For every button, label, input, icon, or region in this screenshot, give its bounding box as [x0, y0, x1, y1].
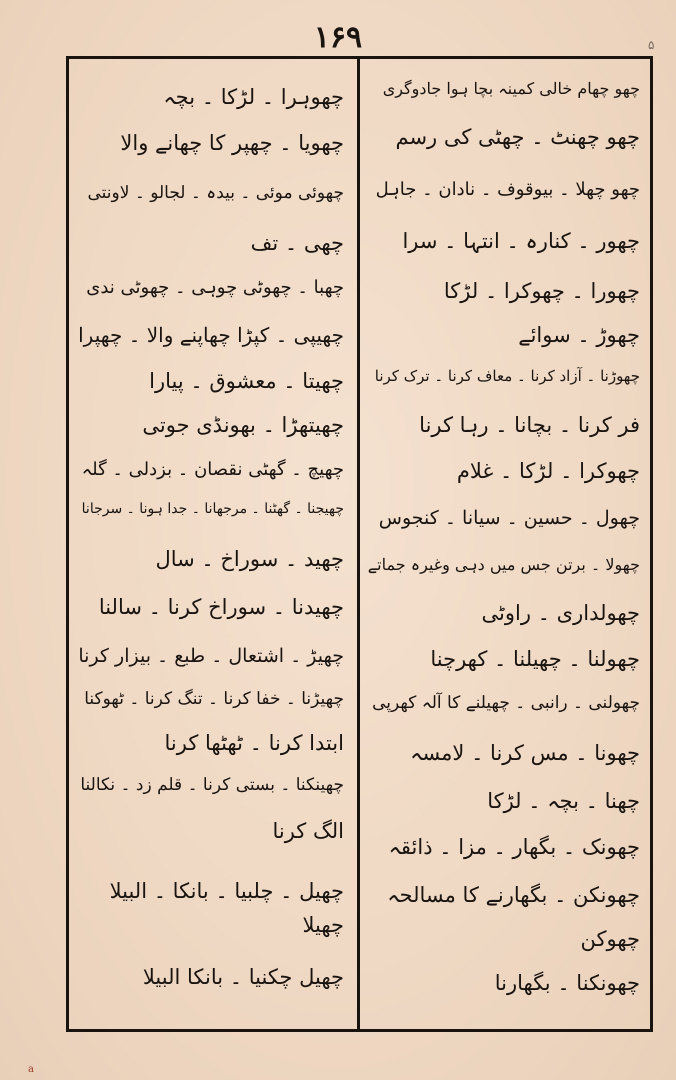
dictionary-entry: چھونکنا ۔ بگھارنا [494, 971, 640, 995]
page-number: ۱۶۹ [313, 20, 363, 55]
bottom-mark: a [28, 1064, 34, 1075]
dictionary-entry: چھویا ۔ چھپر کا چھانے والا [120, 131, 344, 155]
dictionary-entry: چھونا ۔ مس کرنا ۔ لامسہ [410, 741, 640, 765]
dictionary-entry: چھیجنا ۔ گھٹنا ۔ مرجھانا ۔ جدا ہونا ۔ سرجانا [81, 501, 344, 517]
column-divider [357, 58, 360, 1030]
dictionary-entry: چھیتا ۔ معشوق ۔ پیارا [149, 369, 344, 393]
dictionary-entry: چھینکنا ۔ بستی کرنا ۔ قلم زد ۔ نکالنا [80, 775, 344, 795]
dictionary-entry: چھید ۔ سوراخ ۔ سال [155, 547, 344, 571]
dictionary-entry: چھولنی ۔ رانبی ۔ چھیلنے کا آلہ کھرپی [372, 693, 640, 713]
dictionary-entry: چھیڑنا ۔ خفا کرنا ۔ تنگ کرنا ۔ ٹھوکنا [84, 689, 344, 709]
dictionary-entry: چھیتھڑا ۔ بھونڈی جوتی [142, 413, 344, 437]
dictionary-entry: چھور ۔ کنارہ ۔ انتہا ۔ سرا [402, 229, 640, 253]
dictionary-entry: چھیدنا ۔ سوراخ کرنا ۔ سالنا [98, 595, 344, 619]
dictionary-entry: چھوہرا ۔ لڑکا ۔ بچہ [163, 85, 344, 109]
dictionary-entry: چھیل ۔ چلبیا ۔ بانکا ۔ البیلا [109, 879, 344, 903]
dictionary-entry: چھیپی ۔ کپڑا چھاپنے والا ۔ چھپرا [78, 323, 344, 347]
dictionary-entry: چھیڑ ۔ اشتعال ۔ طبع ۔ بیزار کرنا [78, 645, 344, 667]
dictionary-entry: چھوڑ ۔ سوائے [518, 323, 640, 347]
dictionary-entry: الگ کرنا [272, 819, 344, 843]
dictionary-entry: چھول ۔ حسین ۔ سیانا ۔ کنجوس [378, 507, 640, 529]
dictionary-entry: چھولا ۔ برتن جس میں دہی وغیرہ جماتے [367, 555, 640, 574]
dictionary-entry: چھیلا [302, 913, 344, 937]
dictionary-entry: چھورا ۔ چھوکرا ۔ لڑکا [443, 279, 640, 303]
dictionary-entry: چھی ۔ تف [250, 231, 344, 255]
dictionary-entry: چھوکرا ۔ لڑکا ۔ غلام [456, 459, 640, 483]
dictionary-entry: چھونکن ۔ بگھارنے کا مسالحہ [387, 883, 640, 907]
dictionary-entry: چھو چھنٹ ۔ چھٹی کی رسم [395, 125, 640, 149]
dictionary-entry: چھیل چکنیا ۔ بانکا البیلا [142, 965, 344, 989]
dictionary-entry: چھنا ۔ بچہ ۔ لڑکا [487, 789, 640, 813]
dictionary-entry: چھوکن [580, 927, 640, 951]
dictionary-entry: چھو چھام خالی کمینہ بچا ہوا جادوگری [382, 79, 640, 98]
dictionary-entry: چھولنا ۔ چھیلنا ۔ کھرچنا [430, 647, 640, 671]
dictionary-entry: چھونک ۔ بگھار ۔ مزا ۔ ذائقہ [388, 835, 640, 859]
dictionary-entry: چھیچ ۔ گھٹی نقصان ۔ بزدلی ۔ گلہ [81, 459, 344, 480]
dictionary-entry: چھبا ۔ چھوٹی چوہی ۔ چھوٹی ندی [86, 277, 344, 298]
dictionary-entry: فر کرنا ۔ بچانا ۔ رہا کرنا [419, 413, 640, 437]
corner-mark: ۵ [648, 38, 655, 52]
dictionary-entry: چھوڑنا ۔ آزاد کرنا ۔ معاف کرنا ۔ ترک کرنا [374, 367, 640, 385]
dictionary-entry: ابتدا کرنا ۔ ٹھٹھا کرنا [164, 731, 344, 755]
dictionary-entry: چھوئی موئی ۔ بیدہ ۔ لجالو ۔ لاونتی [87, 183, 344, 203]
dictionary-entry: چھولداری ۔ راوٹی [481, 601, 640, 625]
dictionary-entry: چھو چھلا ۔ بیوقوف ۔ نادان ۔ جاہل [375, 179, 640, 200]
